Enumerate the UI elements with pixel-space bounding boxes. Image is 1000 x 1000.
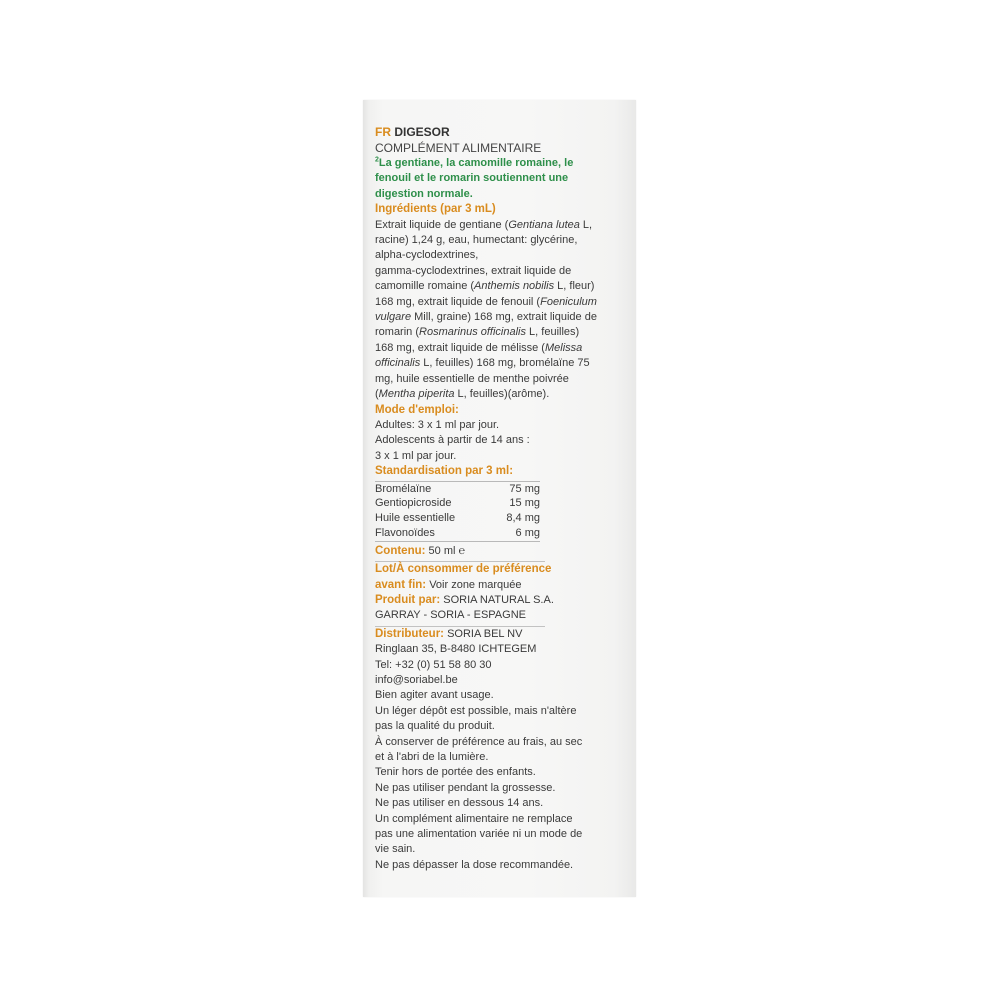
claim-line: La gentiane, la camomille romaine, le (378, 157, 574, 169)
usage-title: Mode d'emploi: (375, 403, 459, 416)
table-cell-value: 75 mg (509, 482, 540, 495)
table-cell-name: Huile essentielle (375, 512, 456, 525)
ingredient-text: L, (579, 218, 593, 231)
claim-marker: 2 (375, 156, 379, 164)
claim-line: digestion normale. (375, 187, 473, 200)
ingredient-text: L, feuilles) (526, 326, 580, 339)
ingredient-line (375, 356, 635, 371)
ingredient-text: 168 mg, extrait liquide de mélisse ( (375, 341, 545, 354)
ingredients-list (375, 218, 635, 403)
table-cell-value: 8,4 mg (506, 512, 540, 525)
ingredient-line (375, 325, 635, 340)
warning-line: vie sain. (375, 843, 416, 856)
warnings-list (375, 688, 635, 873)
producer-name: SORIA NATURAL S.A. (443, 593, 554, 606)
ingredient-text: romarin ( (375, 326, 420, 339)
language-code: FR (375, 125, 391, 139)
table-row (375, 526, 540, 541)
table-cell-name: Bromélaïne (375, 482, 432, 495)
ingredient-text: alpha-cyclodextrines, (375, 249, 479, 262)
product-category: COMPLÉMENT ALIMENTAIRE (375, 141, 542, 155)
contents-value: 50 ml (428, 544, 456, 557)
table-row (375, 511, 540, 526)
table-cell-value: 15 mg (509, 497, 540, 510)
latin-name: Foeniculum (540, 295, 597, 308)
ingredient-line (375, 248, 635, 263)
distributor-address: Ringlaan 35, B-8480 ICHTEGEM (375, 643, 537, 656)
ingredient-line (375, 372, 635, 387)
table-row (375, 481, 540, 496)
product-heading (375, 124, 635, 140)
warning-line: Ne pas dépasser la dose recommandée. (375, 858, 574, 871)
ingredient-line (375, 218, 635, 233)
producer-location: GARRAY - SORIA - ESPAGNE (375, 609, 526, 622)
latin-name: Mentha piperita (378, 388, 455, 401)
ingredient-line (375, 341, 635, 356)
producer-label: Produit par: (375, 593, 441, 606)
latin-name: Anthemis nobilis (474, 280, 555, 293)
claim-line: fenouil et le romarin soutiennent une (375, 172, 569, 185)
table-cell-name: Gentiopicroside (375, 497, 452, 510)
warning-line: pas une alimentation variée ni un mode de (375, 828, 583, 841)
distributor-label: Distributeur: (375, 627, 444, 640)
producer-row (375, 593, 635, 608)
ingredients-title: Ingrédients (par 3 mL) (375, 203, 496, 216)
warning-line: pas la qualité du produit. (375, 720, 495, 733)
latin-name: vulgare (375, 311, 412, 324)
label-text (375, 124, 635, 873)
ingredient-text: ( (375, 388, 379, 401)
warning-line: Tenir hors de portée des enfants. (375, 766, 536, 779)
warning-line: Bien agiter avant usage. (375, 689, 494, 702)
ingredient-line (375, 279, 635, 294)
latin-name: Rosmarinus officinalis (419, 326, 526, 339)
warning-line: Ne pas utiliser en dessous 14 ans. (375, 797, 544, 810)
distributor-email: info@soriabel.be (375, 673, 458, 686)
ingredient-text: camomille romaine ( (375, 280, 475, 293)
distributor-name: SORIA BEL NV (447, 627, 523, 640)
warning-line: Un complément alimentaire ne remplace (375, 812, 573, 825)
lot-label: Lot/À consommer de préférence (375, 563, 552, 576)
lot-label-end: avant fin: (375, 578, 427, 591)
ingredient-text: 168 mg, extrait liquide de fenouil ( (375, 295, 541, 308)
health-claim (375, 156, 635, 202)
ingredient-text: L, feuilles)(arôme). (454, 388, 550, 401)
usage-line: Adolescents à partir de 14 ans : (375, 434, 530, 447)
ingredient-text: L, fleur) (554, 280, 595, 293)
estimated-sign-icon: ℮ (458, 544, 466, 557)
ingredient-line (375, 295, 635, 310)
ingredient-line (375, 387, 635, 402)
lot-value: Voir zone marquée (429, 578, 522, 591)
ingredient-text: Extrait liquide de gentiane ( (375, 218, 509, 231)
distributor-row (375, 627, 635, 642)
ingredient-line (375, 233, 635, 248)
table-cell-value: 6 mg (515, 526, 540, 539)
ingredient-line (375, 264, 635, 279)
product-name: DIGESOR (394, 125, 450, 139)
warning-line: À conserver de préférence au frais, au sec (375, 735, 583, 748)
usage-line: 3 x 1 ml par jour. (375, 449, 457, 462)
warning-line: Ne pas utiliser pendant la grossesse. (375, 781, 556, 794)
ingredient-text: racine) 1,24 g, eau, humectant: glycérine, (375, 234, 578, 247)
latin-name: Melissa (544, 341, 583, 354)
usage-line: Adultes: 3 x 1 ml par jour. (375, 418, 500, 431)
lot-row (375, 578, 635, 593)
standardisation-title: Standardisation par 3 ml: (375, 465, 514, 478)
ingredient-text: gamma-cyclodextrines, extrait liquide de (375, 264, 572, 277)
warning-line: Un léger dépôt est possible, mais n'altère (375, 704, 577, 717)
latin-name: officinalis (375, 357, 421, 370)
ingredient-text: L, feuilles) 168 mg, bromélaïne 75 (420, 357, 590, 370)
standardisation-table (375, 481, 540, 542)
contents-row (375, 544, 635, 559)
distributor-phone: Tel: +32 (0) 51 58 80 30 (375, 658, 492, 671)
table-cell-name: Flavonoïdes (375, 526, 435, 539)
ingredient-line (375, 310, 635, 325)
warning-line: et à l'abri de la lumière. (375, 751, 489, 763)
contents-label: Contenu: (375, 544, 426, 557)
table-row (375, 496, 540, 511)
latin-name: Gentiana lutea (508, 218, 580, 231)
ingredient-text: Mill, graine) 168 mg, extrait liquide de (411, 311, 597, 324)
ingredient-text: mg, huile essentielle de menthe poivrée (375, 372, 569, 385)
